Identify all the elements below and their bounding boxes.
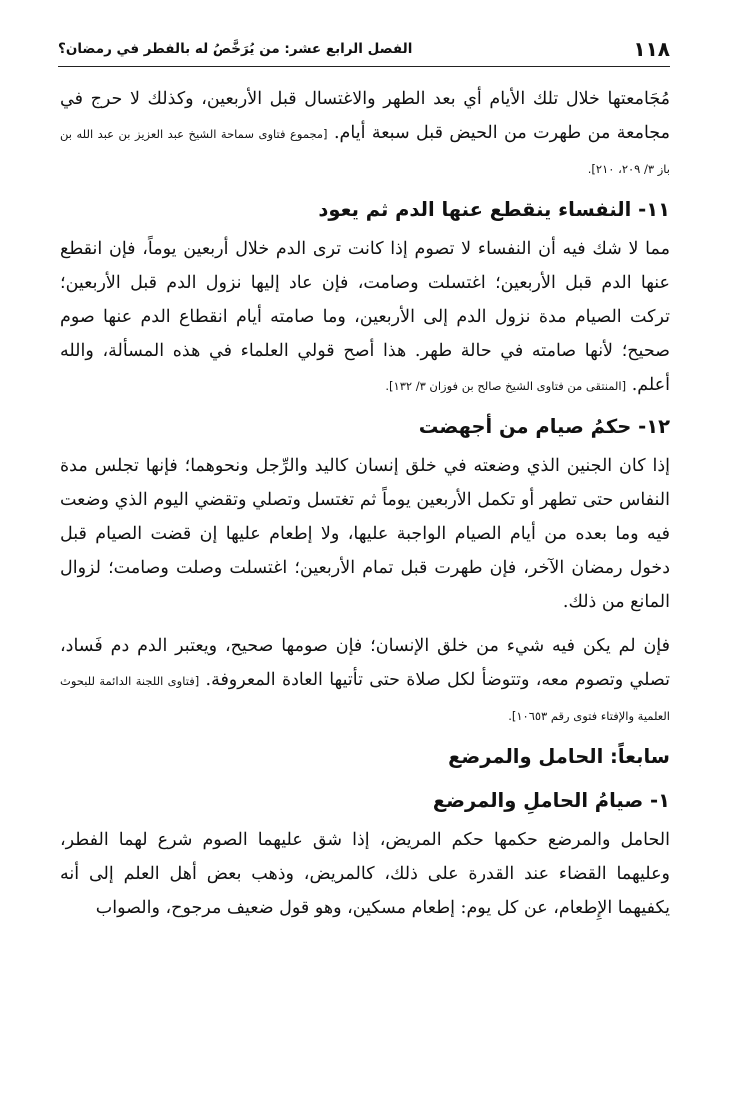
section-heading: ١- صيامُ الحاملِ والمرضع [432, 789, 670, 812]
paragraph [60, 82, 670, 186]
paragraph-text: فإن لم يكن فيه شيء من خلق الإنسان؛ فإن صومها صحيح، ويعتبر الدم دم فَساد، تصلي وتصوم معه، وتتوضأ لكل صلاة حتى تأتيها العادة المعروفة. [60, 636, 670, 690]
paragraph-text: مُجَامعتها خلال تلك الأيام أي بعد الطهر والاغتسال قبل الأربعين، وكذلك لا حرج في مجامعة من طهرت من الحيض قبل سبعة أيام. [60, 89, 670, 143]
page-number: ١١٨ [633, 37, 670, 61]
running-title: الفصل الرابع عشر: من يُرَخَّصُ له بالفطر في رمضان؟ [58, 41, 413, 57]
page-header [58, 32, 670, 67]
paragraph [60, 449, 670, 619]
paragraph-text: الحامل والمرضع حكمها حكم المريض، إذا شق عليهما الصوم شرع لهما الفطر، وعليهما القضاء عند القدرة على ذلك، كالمريض، وذهب بعض أهل العلم إلى أنه يكفيهما الإِطعام، عن كل يوم: إطعام مسكين، وهو قول ضعيف مرجوح، والصواب [60, 830, 670, 918]
paragraph-text: مما لا شك فيه أن النفساء لا تصوم إذا كانت ترى الدم خلال أربعين يوماً، فإن انقطع عنها الدم قبل الأربعين؛ اغتسلت وصامت، فإن عاد إليها نزول الدم قبل الأربعين؛ تركت الصيام مدة نزول الدم إلى الأربعين، وما صامته أيام انقطاع الدم عنها صوم صحيح؛ لأنها صامته في حالة طهر. هذا أصح قولي العلماء في هذه المسألة، والله أعلم. [60, 239, 670, 395]
citation: [فتاوى اللجنة الدائمة للبحوث العلمية والإفتاء فتوى رقم ١٠٦٥٣]. [60, 674, 670, 723]
paragraph [60, 823, 670, 925]
citation: [المنتقى من فتاوى الشيخ صالح بن فوزان ٣/ ١٣٢]. [385, 379, 627, 393]
page-body [60, 82, 670, 925]
section-heading: ١١- النفساء ينقطع عنها الدم ثم يعود [318, 198, 670, 221]
paragraph-text: إذا كان الجنين الذي وضعته في خلق إنسان كاليد والرِّجل ونحوهما؛ فإنها تجلس مدة النفاس حتى تطهر أو تكمل الأربعين يوماً ثم تغتسل وتصلي وتقضي اليوم الذي وضعت فيه وما بعده من أيام الصيام الواجبة عليها، ولا إطعام عليها إن قضت الصيام قبل دخول رمضان الآخر، فإن طهرت قبل تمام الأربعين؛ اغتسلت وصلت وصامت؛ لزوال المانع من ذلك. [60, 456, 670, 612]
paragraph [60, 629, 670, 733]
citation: [مجموع فتاوى سماحة الشيخ عبد العزيز بن عبد الله بن باز ٣/ ٢٠٩، ٢١٠]. [60, 127, 670, 176]
section-heading: ١٢- حكمُ صيام من أجهضت [418, 415, 670, 438]
chapter-heading: سابعاً: الحامل والمرضع [448, 745, 670, 768]
paragraph-gap [60, 619, 670, 629]
paragraph [60, 232, 670, 403]
